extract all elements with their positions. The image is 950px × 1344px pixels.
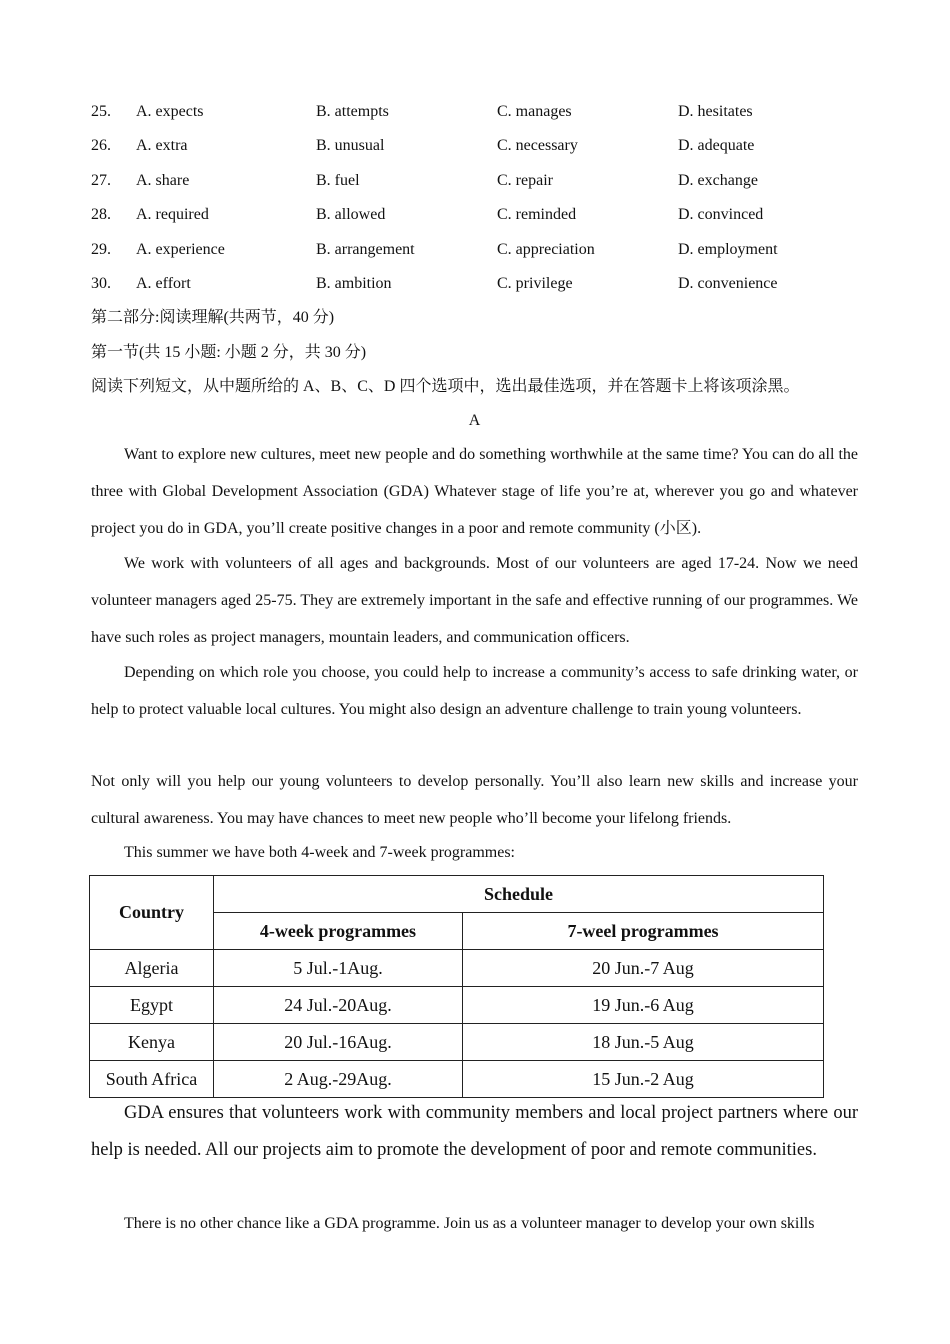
question-number: 28. — [91, 206, 111, 223]
cell-7-week: 20 Jun.-7 Aug — [463, 950, 824, 987]
cell-country: South Africa — [90, 1061, 214, 1098]
option-d: D. convenience — [678, 275, 778, 292]
passage-paragraph-4: Not only will you help our young volunteers to develop personally. You’ll also learn new skills and increase your cultural awareness. You may have chances to meet new people who’ll become your lifelong friends. — [91, 773, 858, 827]
option-a: A. effort — [136, 275, 191, 292]
question-options-row — [91, 238, 858, 262]
cell-7-week: 19 Jun.-6 Aug — [463, 987, 824, 1024]
option-d: D. convinced — [678, 206, 764, 223]
table-row — [90, 987, 824, 1024]
option-c: C. reminded — [497, 206, 577, 223]
cell-country: Egypt — [90, 987, 214, 1024]
option-b: B. fuel — [316, 172, 360, 189]
cell-4-week: 5 Jul.-1Aug. — [214, 950, 463, 987]
passage-paragraph-7: There is no other chance like a GDA programme. Join us as a volunteer manager to develop your own skills — [124, 1215, 815, 1232]
option-b: B. allowed — [316, 206, 386, 223]
option-c: C. manages — [497, 103, 572, 120]
table-row — [90, 950, 824, 987]
option-c: C. privilege — [497, 275, 573, 292]
cell-country: Kenya — [90, 1024, 214, 1061]
question-number: 30. — [91, 275, 111, 292]
question-options-row — [91, 272, 858, 296]
cell-country: Algeria — [90, 950, 214, 987]
option-a: A. required — [136, 206, 209, 223]
table-row — [90, 1061, 824, 1098]
passage-paragraph-2: We work with volunteers of all ages and backgrounds. Most of our volunteers are aged 17-24. Now we need volunteer managers aged 25-75. They are extremely important in the safe and effective running of our programmes. We have such roles as project managers, mountain leaders, and communication officers. — [91, 555, 858, 646]
option-c: C. appreciation — [497, 241, 595, 258]
passage-paragraph-3: Depending on which role you choose, you could help to increase a community’s access to safe drinking water, or help to protect valuable local cultures. You might also design an adventure challenge to train young volunteers. — [91, 664, 858, 718]
section-sub-title: 第一节(共 15 小题: 小题 2 分，共 30 分) — [91, 344, 367, 361]
question-options-row — [91, 203, 858, 227]
option-a: A. expects — [136, 103, 204, 120]
cell-4-week: 20 Jul.-16Aug. — [214, 1024, 463, 1061]
question-number: 27. — [91, 172, 111, 189]
question-options-row — [91, 169, 858, 193]
option-d: D. hesitates — [678, 103, 753, 120]
option-a: A. experience — [136, 241, 225, 258]
passage-paragraph-6: GDA ensures that volunteers work with community members and local project partners where our help is needed. All our projects aim to promote the development of poor and remote communities. — [91, 1103, 858, 1160]
table-header-7-week: 7-weel programmes — [463, 913, 824, 950]
option-b: B. unusual — [316, 137, 385, 154]
option-a: A. share — [136, 172, 190, 189]
option-d: D. adequate — [678, 137, 755, 154]
cell-7-week: 15 Jun.-2 Aug — [463, 1061, 824, 1098]
option-c: C. necessary — [497, 137, 578, 154]
question-number: 25. — [91, 103, 111, 120]
question-number: 29. — [91, 241, 111, 258]
passage-label: A — [468, 412, 481, 429]
option-d: D. employment — [678, 241, 778, 258]
option-b: B. arrangement — [316, 241, 415, 258]
question-number: 26. — [91, 137, 111, 154]
table-header-schedule: Schedule — [214, 876, 824, 913]
schedule-table — [89, 875, 824, 1098]
question-options-row — [91, 134, 858, 158]
option-a: A. extra — [136, 137, 188, 154]
option-b: B. attempts — [316, 103, 389, 120]
option-d: D. exchange — [678, 172, 758, 189]
option-c: C. repair — [497, 172, 553, 189]
cell-7-week: 18 Jun.-5 Aug — [463, 1024, 824, 1061]
cell-4-week: 24 Jul.-20Aug. — [214, 987, 463, 1024]
table-header-country: Country — [90, 876, 214, 950]
table-header-4-week: 4-week programmes — [214, 913, 463, 950]
question-options-row — [91, 100, 858, 124]
passage-paragraph-5: This summer we have both 4-week and 7-week programmes: — [124, 844, 515, 861]
table-row — [90, 1024, 824, 1061]
section-part-title: 第二部分:阅读理解(共两节，40 分) — [91, 309, 335, 326]
section-instruction: 阅读下列短文，从中题所给的 A、B、C、D 四个选项中，选出最佳选项，并在答题卡上将该项涂黑。 — [91, 378, 800, 395]
cell-4-week: 2 Aug.-29Aug. — [214, 1061, 463, 1098]
passage-paragraph-1: Want to explore new cultures, meet new people and do something worthwhile at the same time? You can do all the three with Global Development Association (GDA) Whatever stage of life you’re at, wherever you go and whatever project you do in GDA, you’ll create positive changes in a poor and remote community (小区). — [91, 446, 858, 537]
option-b: B. ambition — [316, 275, 392, 292]
